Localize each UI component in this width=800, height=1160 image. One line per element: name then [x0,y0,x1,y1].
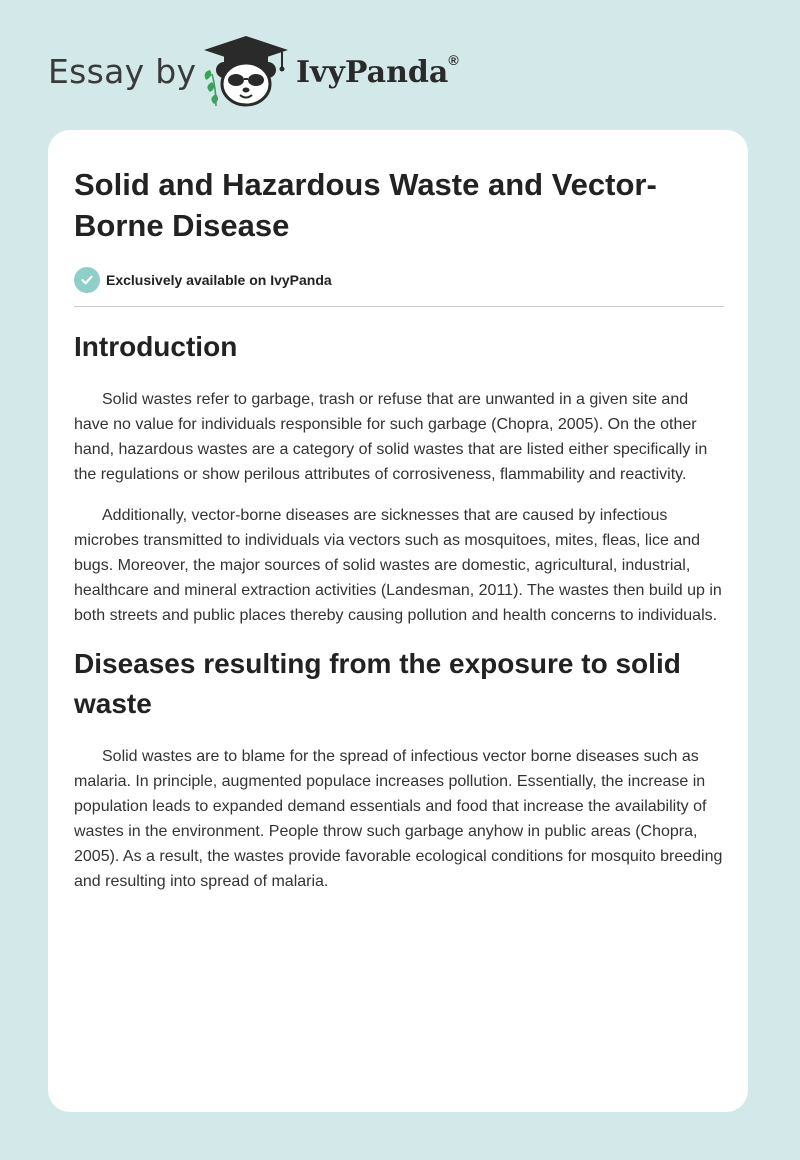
paragraph: Solid wastes are to blame for the spread of infectious vector borne diseases such as malaria. In principle, augmented populace increases pollution. Essentially, the increase in population leads to expanded demand essentials and food that increase the availability of wastes in the environment. People throw such garbage anyhow in public areas (Chopra, 2005). As a result, the wastes provide favorable ecological conditions for mosquito breeding and resulting into spread of malaria. [74,748,723,890]
essay-content [74,164,724,894]
brand-name-text: IvyPanda [296,55,449,90]
paragraph: Solid wastes refer to garbage, trash or refuse that are unwanted in a given site and have no value for individuals responsible for such garbage (Chopra, 2005). On the other hand, hazardous wastes are a category of solid wastes that are listed either specifically in the regulations or show perilous attributes of corrosiveness, flammability and reactivity. [74,391,708,483]
section-heading-diseases: Diseases resulting from the exposure to solid waste [74,648,681,719]
brand-name[interactable] [296,52,459,90]
essay-title: Solid and Hazardous Waste and Vector-Borne Disease [74,167,657,243]
ivypanda-logo-icon[interactable] [200,34,292,110]
checkmark-icon [74,267,100,293]
site-header [0,0,800,130]
essay-by-label: Essay by [48,52,197,91]
title-divider [74,306,724,307]
section-heading-introduction: Introduction [74,331,238,362]
paragraph: Additionally, vector-borne diseases are sicknesses that are caused by infectious microbes transmitted to individuals via vectors such as mosquitoes, mites, fleas, lice and bugs. Moreover, the major sources of solid wastes are domestic, agricultural, industrial, healthcare and mineral extraction activities (Landesman, 2011). The wastes then build up in both streets and public places thereby causing pollution and health concerns to individuals. [74,507,722,624]
badge-label: Exclusively available on IvyPanda [106,272,332,288]
registered-mark: ® [448,52,459,68]
essay-card [48,130,748,1112]
exclusive-badge [74,266,724,294]
